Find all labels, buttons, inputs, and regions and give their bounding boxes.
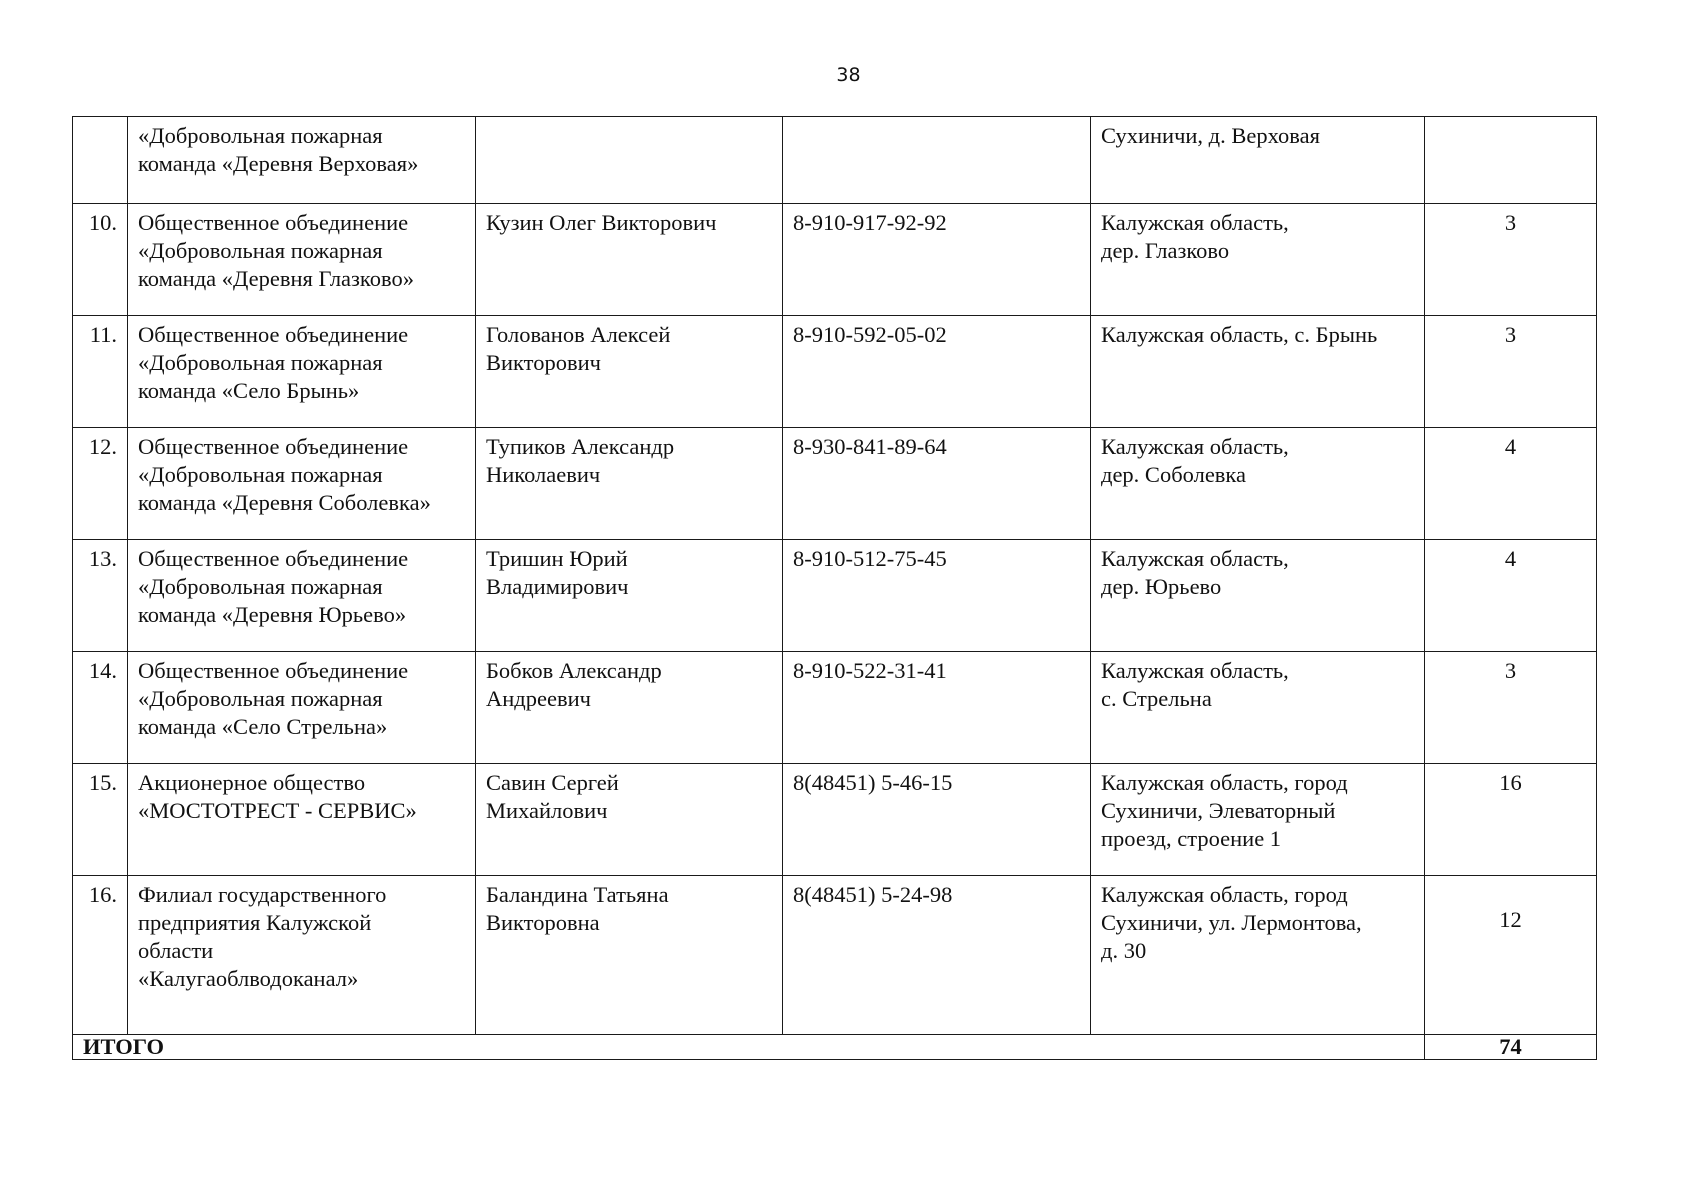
address-cell: [1091, 117, 1425, 204]
organization-line: предприятия Калужской: [138, 910, 372, 935]
phone-cell: 8-910-522-31-41: [783, 652, 1091, 764]
organization-line: «Добровольная пожарная: [138, 462, 383, 487]
organization-cell: [128, 876, 476, 1035]
row-number-cell: 16.: [73, 876, 128, 1035]
table-row: [73, 764, 1597, 876]
organization-line: «Добровольная пожарная: [138, 574, 383, 599]
address-cell: [1091, 540, 1425, 652]
count-cell: 16: [1425, 764, 1597, 876]
table-row: [73, 204, 1597, 316]
address-line: Калужская область, город: [1101, 770, 1348, 795]
phone-cell: 8-910-512-75-45: [783, 540, 1091, 652]
phone-cell: [783, 117, 1091, 204]
organization-line: «Добровольная пожарная: [138, 123, 383, 148]
organization-cell: [128, 540, 476, 652]
head-line: Михайлович: [486, 798, 608, 823]
table-row: [73, 540, 1597, 652]
organization-line: Общественное объединение: [138, 210, 409, 235]
head-cell: [476, 876, 783, 1035]
organization-line: Общественное объединение: [138, 434, 409, 459]
organization-line: «Добровольная пожарная: [138, 238, 383, 263]
page-number: 38: [836, 64, 861, 86]
organization-line: Общественное объединение: [138, 546, 409, 571]
table-row: [73, 652, 1597, 764]
count-cell: 3: [1425, 652, 1597, 764]
head-cell: [476, 540, 783, 652]
row-number-cell: 10.: [73, 204, 128, 316]
head-line: Тупиков Александр: [486, 434, 675, 459]
head-line: Баландина Татьяна: [486, 882, 669, 907]
address-cell: [1091, 316, 1425, 428]
organization-cell: [128, 316, 476, 428]
address-line: Калужская область, с. Брынь: [1101, 322, 1378, 347]
address-line: Сухиничи, Элеваторный: [1101, 798, 1336, 823]
organization-line: команда «Село Брынь»: [138, 378, 360, 403]
organization-line: Общественное объединение: [138, 658, 409, 683]
total-label: ИТОГО: [73, 1035, 1425, 1060]
address-cell: [1091, 428, 1425, 540]
row-number-cell: 12.: [73, 428, 128, 540]
head-cell: [476, 316, 783, 428]
organization-cell: [128, 652, 476, 764]
organization-cell: [128, 428, 476, 540]
address-line: дер. Глазково: [1101, 238, 1230, 263]
organization-line: «Добровольная пожарная: [138, 350, 383, 375]
head-line: Бобков Александр: [486, 658, 662, 683]
count-cell: 4: [1425, 540, 1597, 652]
organization-cell: [128, 117, 476, 204]
organization-line: Общественное объединение: [138, 322, 409, 347]
count-cell: 3: [1425, 204, 1597, 316]
head-line: Викторовна: [486, 910, 600, 935]
address-line: Сухиничи, ул. Лермонтова,: [1101, 910, 1362, 935]
head-line: Тришин Юрий: [486, 546, 628, 571]
address-cell: [1091, 652, 1425, 764]
row-number-cell: [73, 117, 128, 204]
organization-line: «Добровольная пожарная: [138, 686, 383, 711]
organization-line: команда «Село Стрельна»: [138, 714, 388, 739]
organization-line: команда «Деревня Верховая»: [138, 151, 419, 176]
address-cell: [1091, 764, 1425, 876]
count-cell: 4: [1425, 428, 1597, 540]
phone-cell: 8-910-592-05-02: [783, 316, 1091, 428]
organization-line: команда «Деревня Соболевка»: [138, 490, 431, 515]
address-line: Калужская область,: [1101, 658, 1289, 683]
address-line: Калужская область,: [1101, 434, 1289, 459]
head-line: Андреевич: [486, 686, 591, 711]
organization-line: «МОСТОТРЕСТ - СЕРВИС»: [138, 798, 417, 823]
address-cell: [1091, 204, 1425, 316]
table-row: [73, 876, 1597, 1035]
phone-cell: 8(48451) 5-24-98: [783, 876, 1091, 1035]
head-line: Викторович: [486, 350, 601, 375]
total-value: 74: [1425, 1035, 1597, 1060]
row-number-cell: 14.: [73, 652, 128, 764]
organization-line: команда «Деревня Глазково»: [138, 266, 414, 291]
address-line: проезд, строение 1: [1101, 826, 1282, 851]
address-cell: [1091, 876, 1425, 1035]
phone-cell: 8-910-917-92-92: [783, 204, 1091, 316]
organization-line: Акционерное общество: [138, 770, 366, 795]
count-cell: [1425, 117, 1597, 204]
organization-line: области: [138, 938, 214, 963]
address-line: д. 30: [1101, 938, 1147, 963]
phone-cell: 8-930-841-89-64: [783, 428, 1091, 540]
head-cell: [476, 117, 783, 204]
head-line: Николаевич: [486, 462, 601, 487]
organization-cell: [128, 204, 476, 316]
phone-cell: 8(48451) 5-46-15: [783, 764, 1091, 876]
head-cell: [476, 204, 783, 316]
head-cell: [476, 652, 783, 764]
table-row: [73, 428, 1597, 540]
address-line: Калужская область,: [1101, 546, 1289, 571]
head-cell: [476, 764, 783, 876]
organization-line: «Калугаоблводоканал»: [138, 966, 359, 991]
head-cell: [476, 428, 783, 540]
head-line: Савин Сергей: [486, 770, 619, 795]
address-line: дер. Соболевка: [1101, 462, 1247, 487]
address-line: с. Стрельна: [1101, 686, 1212, 711]
address-line: Сухиничи, д. Верховая: [1101, 123, 1320, 148]
table-row: [73, 117, 1597, 204]
organization-line: команда «Деревня Юрьево»: [138, 602, 407, 627]
address-line: Калужская область,: [1101, 210, 1289, 235]
row-number-cell: 13.: [73, 540, 128, 652]
head-line: Голованов Алексей: [486, 322, 671, 347]
row-number-cell: 11.: [73, 316, 128, 428]
organization-line: Филиал государственного: [138, 882, 387, 907]
total-row: [73, 1035, 1597, 1060]
address-line: Калужская область, город: [1101, 882, 1348, 907]
organization-cell: [128, 764, 476, 876]
count-cell: 3: [1425, 316, 1597, 428]
address-line: дер. Юрьево: [1101, 574, 1222, 599]
count-cell: 12: [1425, 876, 1597, 1035]
head-line: Кузин Олег Викторович: [486, 210, 717, 235]
organizations-table: [72, 116, 1597, 1060]
head-line: Владимирович: [486, 574, 629, 599]
table-row: [73, 316, 1597, 428]
row-number-cell: 15.: [73, 764, 128, 876]
